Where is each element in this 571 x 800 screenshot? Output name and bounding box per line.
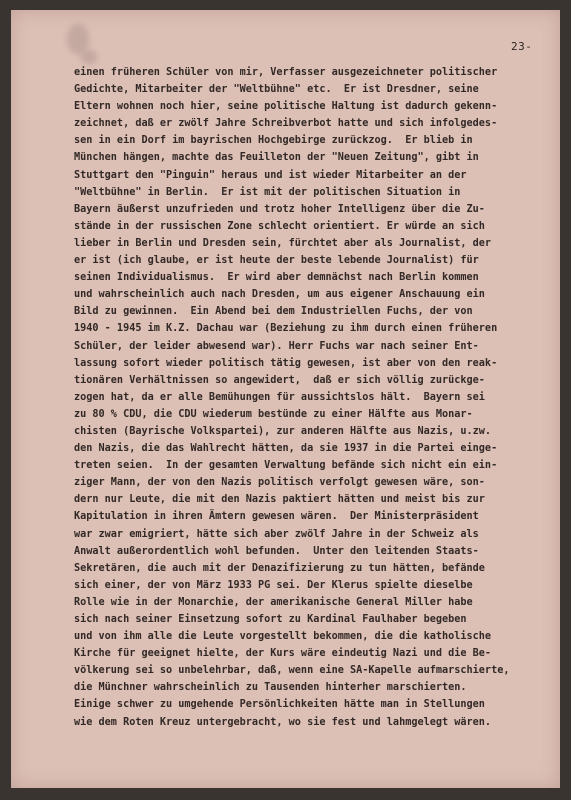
page-number: 23- <box>511 40 533 53</box>
text-line: zu 80 % CDU, die CDU wiederum bestünde zu einer Hälfte aus Monar- <box>74 408 473 420</box>
text-line: Anwalt außerordentlich wohl befunden. Unter den leitenden Staats- <box>74 545 479 557</box>
text-line: sich einer, der von März 1933 PG sei. Der Klerus spielte dieselbe <box>74 579 473 591</box>
text-line: zogen hat, da er alle Bemühungen für aussichtslos hält. Bayern sei <box>74 391 485 403</box>
text-line: einen früheren Schüler von mir, Verfasser ausgezeichneter politischer <box>74 67 498 78</box>
text-line: Kirche für geeignet hielte, der Kurs wäre eindeutig Nazi und die Be- <box>74 648 492 660</box>
text-line: Schüler, der leider abwesend war). Herr Fuchs war nach seiner Ent- <box>74 340 479 352</box>
text-line: zeichnet, daß er zwölf Jahre Schreibverbot hatte und sich infolgedes- <box>74 118 498 130</box>
text-line: seinen Individualismus. Er wird aber demnächst nach Berlin kommen <box>74 272 479 284</box>
text-line: tionären Verhältnissen so angewidert, daß er sich völlig zurückge- <box>74 374 485 386</box>
text-line: dern nur Leute, die mit den Nazis paktiert hätten und meist bis zur <box>74 494 485 506</box>
text-line: sich nach seiner Einsetzung sofort zu Kardinal Faulhaber begeben <box>74 614 467 625</box>
text-line: Kapitulation in ihren Ämtern gewesen wären. Der Ministerpräsident <box>74 511 479 523</box>
text-line: lassung sofort wieder politisch tätig gewesen, ist aber von den reak- <box>74 357 498 369</box>
document-page <box>11 10 560 788</box>
typewritten-body <box>74 64 560 731</box>
text-line: Bayern äußerst unzufrieden und trotz hoher Intelligenz über die Zu- <box>74 203 485 215</box>
text-line: lieber in Berlin und Dresden sein, fürchtet aber als Journalist, der <box>74 237 492 249</box>
text-line: Stuttgart den "Pinguin" heraus und ist wieder Mitarbeiter an der <box>74 169 467 181</box>
text-line: Eltern wohnen noch hier, seine politische Haltung ist dadurch gekenn- <box>74 101 498 113</box>
text-line: chisten (Bayrische Volkspartei), zur anderen Hälfte aus Nazis, u.zw. <box>74 425 492 437</box>
text-line: Gedichte, Mitarbeiter der "Weltbühne" etc. Er ist Dresdner, seine <box>74 84 479 96</box>
text-line: "Weltbühne" in Berlin. Er ist mit der politischen Situation in <box>74 186 461 198</box>
text-line: Rolle wie in der Monarchie, der amerikanische General Miller habe <box>74 596 473 608</box>
text-line: er ist (ich glaube, er ist heute der beste lebende Journalist) für <box>74 255 479 267</box>
text-line: völkerung sei so unbelehrbar, daß, wenn eine SA-Kapelle aufmarschierte, <box>74 665 510 677</box>
text-line: sen in ein Dorf im bayrischen Hochgebirge zurückzog. Er blieb in <box>74 135 473 147</box>
text-line: Einige schwer zu umgehende Persönlichkeiten hätte man in Stellungen <box>74 699 485 711</box>
text-line: stände in der russischen Zone schlecht orientiert. Er würde an sich <box>74 220 485 232</box>
text-line: wie dem Roten Kreuz untergebracht, wo sie fest und lahmgelegt wären. <box>74 716 492 728</box>
text-line: die Münchner wahrscheinlich zu Tausenden hinterher marschierten. <box>74 682 467 694</box>
text-line: war zwar emigriert, hätte sich aber zwölf Jahre in der Schweiz als <box>74 528 479 540</box>
text-line: und von ihm alle die Leute vorgestellt bekommen, die die katholische <box>74 631 492 643</box>
text-line: ziger Mann, der von den Nazis politisch verfolgt gewesen wäre, son- <box>74 477 485 489</box>
text-line: Sekretären, die auch mit der Denazifizierung zu tun hätten, befände <box>74 562 485 574</box>
paper-stain <box>81 50 97 64</box>
text-line: treten seien. In der gesamten Verwaltung befände sich nicht ein ein- <box>74 460 498 472</box>
text-line: und wahrscheinlich auch nach Dresden, um aus eigener Anschauung ein <box>74 289 485 301</box>
text-line: den Nazis, die das Wahlrecht hätten, da sie 1937 in die Partei einge- <box>74 443 498 455</box>
text-line: Bild zu gewinnen. Ein Abend bei dem Industriellen Fuchs, der von <box>74 306 473 318</box>
text-line: 1940 - 1945 im K.Z. Dachau war (Beziehung zu ihm durch einen früheren <box>74 323 498 335</box>
text-line: München hängen, machte das Feuilleton der "Neuen Zeitung", gibt in <box>74 152 479 164</box>
